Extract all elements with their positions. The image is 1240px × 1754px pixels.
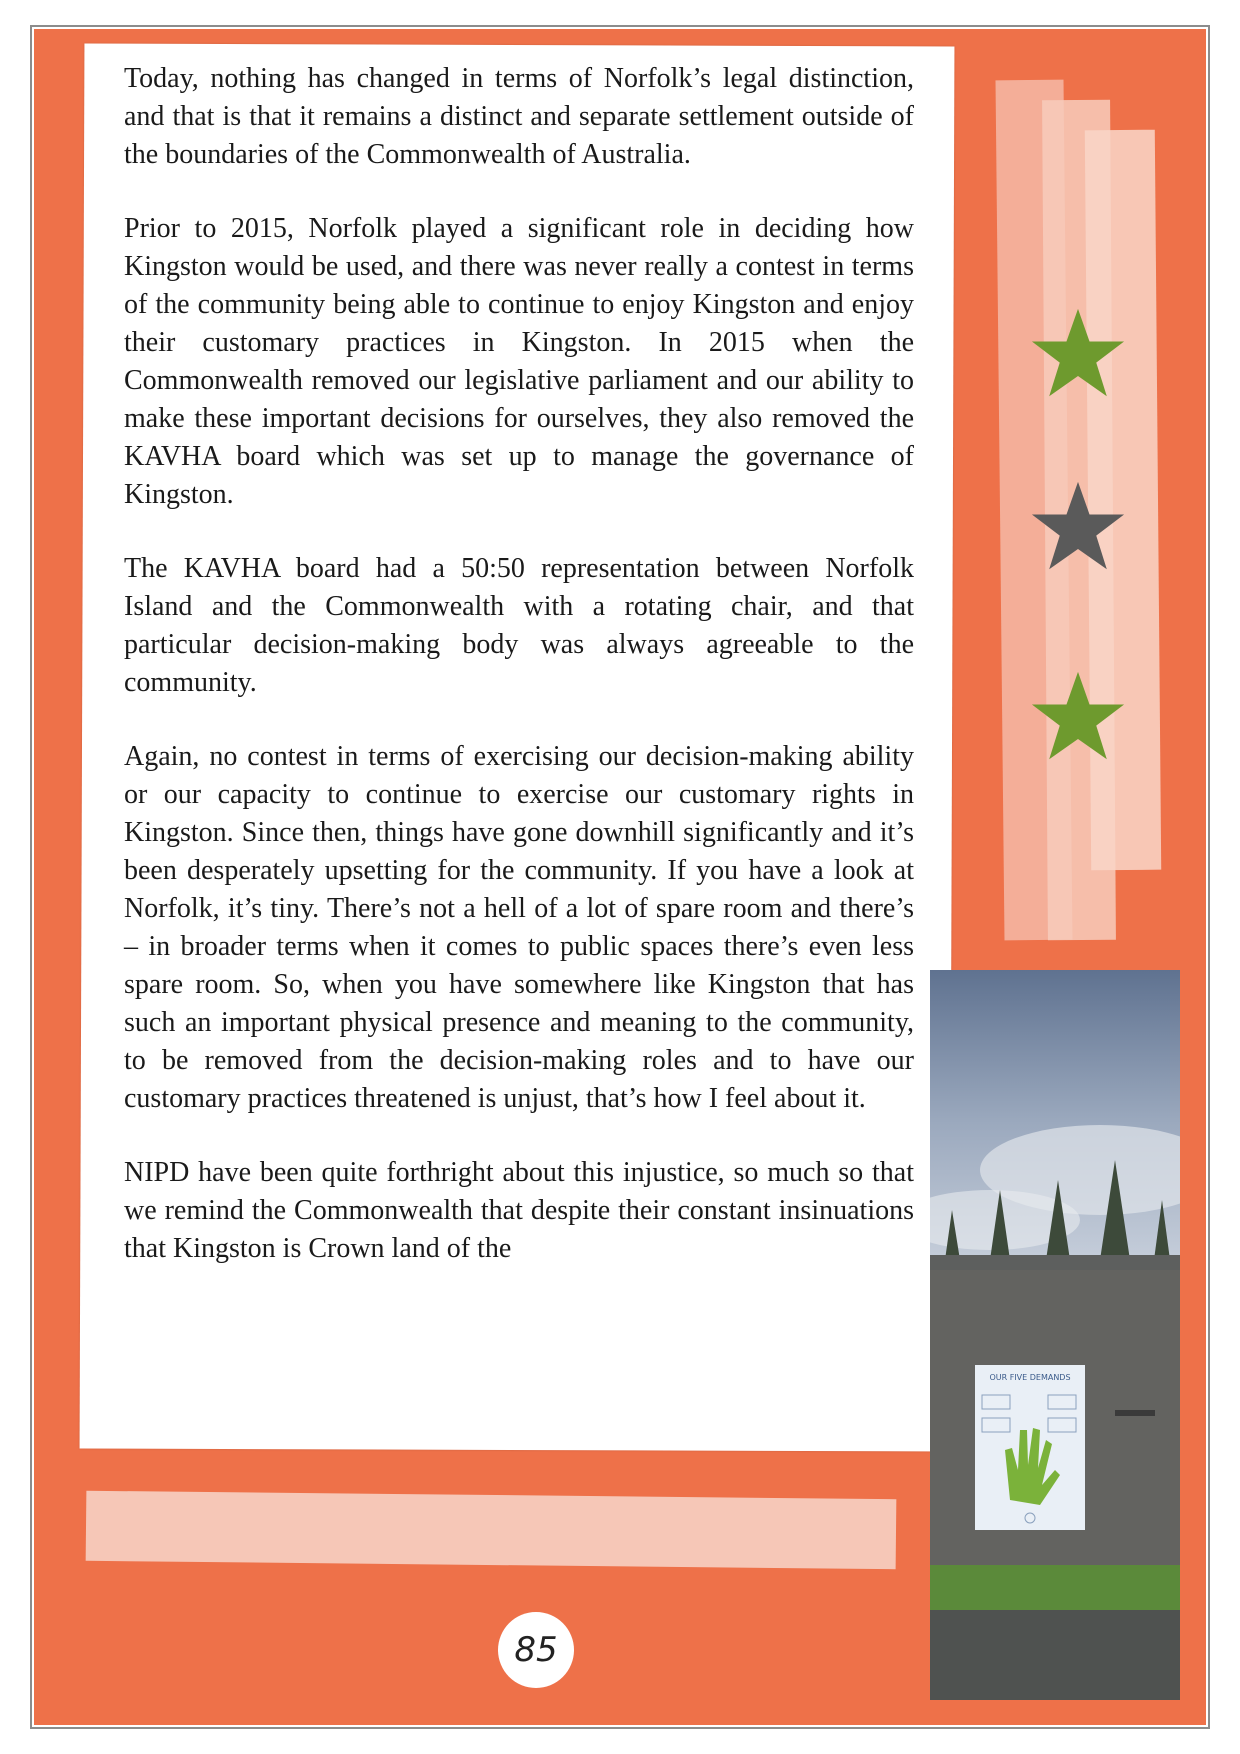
green-star-icon	[1030, 305, 1126, 401]
paragraph: NIPD have been quite forthright about this injustice, so much so that we remind the Commonwealth that despite their constant insinuations that Kingston is Crown land of the	[124, 1157, 914, 1264]
page-number: 85	[498, 1612, 574, 1688]
green-star-icon	[1030, 668, 1126, 764]
photo-illustration	[930, 970, 1180, 1700]
photo-kingston-wall	[930, 970, 1180, 1700]
text-body	[124, 60, 914, 1304]
paragraph: Today, nothing has changed in terms of Norfolk’s legal distinction, and that is that it remains a distinct and separate settlement outside of the boundaries of the Commonwealth of Australia.	[124, 63, 914, 170]
paragraph: The KAVHA board had a 50:50 representation between Norfolk Island and the Commonwealth with a rotating chair, and that particular decision-making body was always agreeable to the community.	[124, 553, 914, 698]
grey-star-icon	[1030, 478, 1126, 574]
paragraph: Prior to 2015, Norfolk played a significant role in deciding how Kingston would be used, and there was never really a contest in terms of the community being able to continue to enjoy Kingston and enjoy their customary practices in Kingston. In 2015 when the Commonwealth removed our legislative parliament and our ability to make these important decisions for ourselves, they also removed the KAVHA board which was set up to manage the governance of Kingston.	[124, 213, 914, 510]
tape-strip-bottom	[86, 1491, 897, 1569]
banner-text: OUR FIVE DEMANDS	[989, 1373, 1071, 1382]
paragraph: Again, no contest in terms of exercising our decision-making ability or our capacity to continue to exercise our customary rights in Kingston. Since then, things have gone downhill significantly and it’s been desperately upsetting for the community. If you have a look at Norfolk, it’s tiny. There’s not a hell of a lot of spare room and there’s – in broader terms when it comes to public spaces there’s even less spare room. So, when you have somewhere like Kingston that has such an important physical presence and meaning to the community, to be removed from the decision-making roles and to have our customary practices threatened is unjust, that’s how I feel about it.	[124, 741, 914, 1114]
